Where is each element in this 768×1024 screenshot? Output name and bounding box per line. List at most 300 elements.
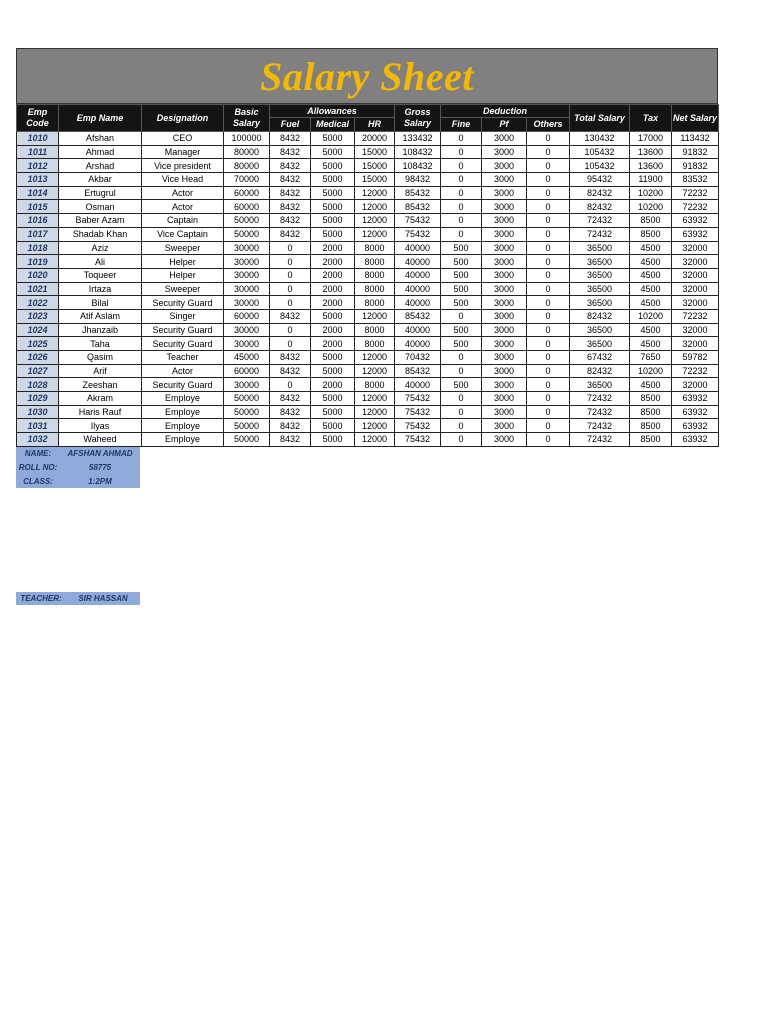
class-row [16,474,140,488]
cell-hr: 8000 [355,296,395,310]
cell-emp-name: Akbar [59,173,142,187]
table-row [17,378,719,392]
roll-value: 58775 [88,463,112,473]
class-value: 1:2PM [88,476,112,486]
cell-basic-salary: 80000 [224,145,270,159]
cell-basic-salary: 30000 [224,282,270,296]
table-row [17,337,719,351]
cell-basic-salary: 60000 [224,364,270,378]
cell-basic-salary: 50000 [224,419,270,433]
cell-designation: Manager [142,145,224,159]
student-info-block [16,447,140,488]
cell-gross-salary: 40000 [395,323,441,337]
cell-designation: Actor [142,200,224,214]
cell-fuel: 8432 [270,186,311,200]
header-basic-salary-line2: Salary [232,118,261,128]
cell-fuel: 8432 [270,309,311,323]
cell-total-salary: 72432 [570,405,630,419]
cell-medical: 2000 [311,241,355,255]
cell-emp-code: 1020 [17,268,59,282]
cell-pf: 3000 [482,419,527,433]
cell-emp-code: 1026 [17,351,59,365]
cell-pf: 3000 [482,364,527,378]
cell-net-salary: 32000 [672,282,719,296]
cell-net-salary: 63932 [672,405,719,419]
cell-fine: 0 [441,364,482,378]
cell-pf: 3000 [482,227,527,241]
cell-total-salary: 72432 [570,392,630,406]
cell-fine: 500 [441,378,482,392]
name-label: NAME: [24,449,52,459]
cell-emp-name: Baber Azam [59,214,142,228]
cell-designation: Helper [142,255,224,269]
cell-basic-salary: 50000 [224,227,270,241]
cell-total-salary: 82432 [570,186,630,200]
cell-fuel: 0 [270,337,311,351]
cell-fine: 0 [441,173,482,187]
sheet-title: Salary Sheet [260,53,474,99]
cell-hr: 12000 [355,364,395,378]
cell-others: 0 [527,337,570,351]
cell-others: 0 [527,378,570,392]
cell-others: 0 [527,296,570,310]
cell-medical: 2000 [311,337,355,351]
cell-designation: Security Guard [142,337,224,351]
cell-total-salary: 36500 [570,378,630,392]
cell-others: 0 [527,351,570,365]
class-label: CLASS: [23,476,53,486]
cell-others: 0 [527,159,570,173]
cell-emp-name: Atif Aslam [59,309,142,323]
cell-fuel: 8432 [270,132,311,146]
cell-gross-salary: 85432 [395,200,441,214]
cell-medical: 5000 [311,173,355,187]
salary-table-body [17,132,719,447]
table-row [17,392,719,406]
cell-designation: Captain [142,214,224,228]
cell-fuel: 8432 [270,214,311,228]
cell-fuel: 8432 [270,351,311,365]
cell-others: 0 [527,214,570,228]
header-hr: HR [355,118,395,132]
cell-emp-code: 1010 [17,132,59,146]
cell-tax: 8500 [630,214,672,228]
cell-medical: 2000 [311,282,355,296]
cell-basic-salary: 30000 [224,337,270,351]
cell-emp-code: 1021 [17,282,59,296]
cell-total-salary: 36500 [570,241,630,255]
cell-basic-salary: 70000 [224,173,270,187]
cell-gross-salary: 75432 [395,227,441,241]
cell-fuel: 8432 [270,405,311,419]
table-row [17,159,719,173]
header-total-salary: Total Salary [570,105,630,132]
cell-total-salary: 36500 [570,268,630,282]
cell-gross-salary: 85432 [395,309,441,323]
cell-total-salary: 105432 [570,145,630,159]
cell-hr: 15000 [355,173,395,187]
cell-medical: 2000 [311,296,355,310]
cell-others: 0 [527,405,570,419]
cell-tax: 13600 [630,159,672,173]
cell-pf: 3000 [482,145,527,159]
cell-fuel: 8432 [270,173,311,187]
cell-net-salary: 63932 [672,433,719,447]
cell-hr: 12000 [355,214,395,228]
table-row [17,145,719,159]
header-gross-salary-line1: Gross [404,107,431,117]
table-row [17,255,719,269]
cell-emp-name: Bilal [59,296,142,310]
cell-total-salary: 67432 [570,351,630,365]
cell-net-salary: 32000 [672,255,719,269]
header-gross-salary-line2: Salary [403,118,432,128]
cell-total-salary: 130432 [570,132,630,146]
cell-others: 0 [527,227,570,241]
cell-others: 0 [527,309,570,323]
cell-net-salary: 32000 [672,296,719,310]
cell-basic-salary: 30000 [224,296,270,310]
title-banner [16,48,718,104]
cell-gross-salary: 108432 [395,159,441,173]
cell-pf: 3000 [482,323,527,337]
cell-designation: Teacher [142,351,224,365]
header-basic-salary [224,105,270,132]
header-fine: Fine [441,118,482,132]
cell-emp-code: 1012 [17,159,59,173]
cell-tax: 4500 [630,255,672,269]
cell-fine: 0 [441,392,482,406]
cell-fuel: 8432 [270,364,311,378]
cell-net-salary: 72232 [672,186,719,200]
cell-tax: 10200 [630,200,672,214]
cell-pf: 3000 [482,309,527,323]
cell-fine: 500 [441,337,482,351]
cell-pf: 3000 [482,268,527,282]
cell-designation: Vice president [142,159,224,173]
cell-fuel: 8432 [270,227,311,241]
cell-tax: 10200 [630,309,672,323]
cell-fine: 0 [441,214,482,228]
cell-basic-salary: 30000 [224,378,270,392]
cell-hr: 12000 [355,309,395,323]
table-row [17,282,719,296]
cell-hr: 8000 [355,337,395,351]
cell-fine: 0 [441,309,482,323]
cell-emp-name: Arshad [59,159,142,173]
cell-total-salary: 105432 [570,159,630,173]
cell-pf: 3000 [482,173,527,187]
cell-net-salary: 32000 [672,323,719,337]
cell-designation: CEO [142,132,224,146]
cell-others: 0 [527,200,570,214]
cell-fine: 0 [441,159,482,173]
cell-fine: 0 [441,132,482,146]
cell-emp-name: Ertugrul [59,186,142,200]
cell-gross-salary: 75432 [395,419,441,433]
cell-designation: Singer [142,309,224,323]
cell-basic-salary: 30000 [224,268,270,282]
header-fuel: Fuel [270,118,311,132]
cell-emp-code: 1011 [17,145,59,159]
header-emp-name: Emp Name [59,105,142,132]
cell-designation: Actor [142,186,224,200]
cell-tax: 4500 [630,378,672,392]
cell-total-salary: 36500 [570,255,630,269]
table-row [17,296,719,310]
cell-fuel: 0 [270,296,311,310]
cell-total-salary: 72432 [570,214,630,228]
cell-emp-code: 1022 [17,296,59,310]
cell-medical: 5000 [311,392,355,406]
cell-medical: 5000 [311,145,355,159]
cell-tax: 8500 [630,405,672,419]
cell-net-salary: 32000 [672,268,719,282]
cell-others: 0 [527,255,570,269]
header-emp-code: Emp Code [17,105,59,132]
cell-fuel: 0 [270,268,311,282]
cell-net-salary: 32000 [672,378,719,392]
cell-gross-salary: 40000 [395,255,441,269]
table-row [17,173,719,187]
cell-basic-salary: 50000 [224,392,270,406]
cell-tax: 7650 [630,351,672,365]
cell-net-salary: 32000 [672,241,719,255]
cell-designation: Security Guard [142,323,224,337]
cell-tax: 4500 [630,296,672,310]
cell-fine: 0 [441,405,482,419]
header-gross-salary [395,105,441,132]
cell-fine: 500 [441,241,482,255]
cell-emp-name: Ilyas [59,419,142,433]
cell-designation: Employe [142,392,224,406]
cell-net-salary: 113432 [672,132,719,146]
cell-others: 0 [527,364,570,378]
cell-tax: 10200 [630,186,672,200]
cell-gross-salary: 98432 [395,173,441,187]
table-row [17,405,719,419]
cell-basic-salary: 60000 [224,200,270,214]
cell-emp-code: 1017 [17,227,59,241]
cell-gross-salary: 40000 [395,241,441,255]
cell-hr: 12000 [355,351,395,365]
cell-others: 0 [527,282,570,296]
table-row [17,200,719,214]
cell-medical: 5000 [311,132,355,146]
table-row [17,323,719,337]
cell-net-salary: 63932 [672,227,719,241]
header-designation: Designation [142,105,224,132]
cell-emp-code: 1014 [17,186,59,200]
cell-emp-code: 1016 [17,214,59,228]
cell-emp-name: Jhanzaib [59,323,142,337]
cell-emp-name: Afshan [59,132,142,146]
cell-pf: 3000 [482,186,527,200]
cell-gross-salary: 133432 [395,132,441,146]
cell-net-salary: 63932 [672,214,719,228]
cell-pf: 3000 [482,241,527,255]
cell-hr: 8000 [355,282,395,296]
cell-total-salary: 36500 [570,282,630,296]
cell-pf: 3000 [482,214,527,228]
cell-tax: 4500 [630,241,672,255]
cell-designation: Employe [142,419,224,433]
cell-designation: Vice Head [142,173,224,187]
cell-emp-name: Zeeshan [59,378,142,392]
cell-hr: 15000 [355,159,395,173]
cell-emp-code: 1013 [17,173,59,187]
cell-tax: 8500 [630,227,672,241]
table-row [17,186,719,200]
cell-emp-name: Ali [59,255,142,269]
cell-fuel: 8432 [270,200,311,214]
table-row [17,433,719,447]
roll-label: ROLL NO: [18,463,58,473]
cell-basic-salary: 45000 [224,351,270,365]
cell-emp-name: Toqueer [59,268,142,282]
cell-total-salary: 72432 [570,419,630,433]
cell-emp-name: Taha [59,337,142,351]
cell-net-salary: 91832 [672,159,719,173]
cell-hr: 12000 [355,200,395,214]
cell-emp-name: Arif [59,364,142,378]
cell-pf: 3000 [482,405,527,419]
header-net-salary: Net Salary [672,105,719,132]
cell-gross-salary: 40000 [395,296,441,310]
cell-pf: 3000 [482,378,527,392]
cell-fine: 0 [441,351,482,365]
cell-pf: 3000 [482,132,527,146]
table-row [17,241,719,255]
cell-designation: Security Guard [142,296,224,310]
cell-net-salary: 91832 [672,145,719,159]
table-row [17,309,719,323]
cell-fuel: 0 [270,241,311,255]
cell-tax: 8500 [630,392,672,406]
header-allowances: Allowances [270,105,395,118]
cell-others: 0 [527,145,570,159]
cell-gross-salary: 85432 [395,364,441,378]
cell-hr: 15000 [355,145,395,159]
cell-basic-salary: 50000 [224,405,270,419]
cell-medical: 5000 [311,364,355,378]
cell-medical: 5000 [311,309,355,323]
cell-fuel: 8432 [270,145,311,159]
cell-designation: Employe [142,433,224,447]
cell-others: 0 [527,132,570,146]
cell-basic-salary: 30000 [224,323,270,337]
cell-gross-salary: 75432 [395,214,441,228]
cell-medical: 5000 [311,200,355,214]
table-row [17,268,719,282]
cell-emp-name: Qasim [59,351,142,365]
cell-medical: 2000 [311,255,355,269]
cell-tax: 11900 [630,173,672,187]
cell-designation: Sweeper [142,282,224,296]
cell-fuel: 0 [270,255,311,269]
cell-pf: 3000 [482,159,527,173]
cell-others: 0 [527,433,570,447]
cell-pf: 3000 [482,255,527,269]
table-row [17,351,719,365]
cell-gross-salary: 40000 [395,378,441,392]
cell-fine: 0 [441,419,482,433]
cell-designation: Helper [142,268,224,282]
cell-emp-code: 1019 [17,255,59,269]
cell-emp-name: Ahmad [59,145,142,159]
cell-hr: 8000 [355,323,395,337]
cell-emp-name: Aziz [59,241,142,255]
cell-emp-name: Akram [59,392,142,406]
cell-gross-salary: 75432 [395,392,441,406]
cell-net-salary: 63932 [672,419,719,433]
cell-tax: 17000 [630,132,672,146]
cell-gross-salary: 70432 [395,351,441,365]
cell-net-salary: 59782 [672,351,719,365]
table-row [17,364,719,378]
cell-hr: 12000 [355,405,395,419]
cell-fine: 0 [441,227,482,241]
cell-total-salary: 82432 [570,309,630,323]
cell-medical: 5000 [311,433,355,447]
cell-medical: 5000 [311,186,355,200]
cell-others: 0 [527,173,570,187]
cell-medical: 5000 [311,159,355,173]
cell-basic-salary: 60000 [224,309,270,323]
cell-basic-salary: 60000 [224,186,270,200]
cell-basic-salary: 50000 [224,214,270,228]
teacher-row [16,592,140,605]
cell-tax: 4500 [630,282,672,296]
cell-fine: 500 [441,323,482,337]
cell-fine: 0 [441,186,482,200]
cell-total-salary: 82432 [570,200,630,214]
cell-fine: 500 [441,268,482,282]
cell-basic-salary: 80000 [224,159,270,173]
cell-designation: Sweeper [142,241,224,255]
cell-hr: 20000 [355,132,395,146]
cell-fine: 0 [441,433,482,447]
cell-net-salary: 32000 [672,337,719,351]
cell-gross-salary: 40000 [395,268,441,282]
cell-pf: 3000 [482,296,527,310]
cell-emp-name: Haris Rauf [59,405,142,419]
cell-basic-salary: 30000 [224,255,270,269]
cell-others: 0 [527,419,570,433]
header-pf: Pf [482,118,527,132]
cell-emp-code: 1024 [17,323,59,337]
cell-total-salary: 95432 [570,173,630,187]
cell-designation: Actor [142,364,224,378]
roll-row [16,461,140,475]
cell-hr: 12000 [355,392,395,406]
header-deduction: Deduction [441,105,570,118]
cell-medical: 5000 [311,214,355,228]
header-tax: Tax [630,105,672,132]
cell-emp-name: Osman [59,200,142,214]
cell-fuel: 0 [270,282,311,296]
cell-net-salary: 83532 [672,173,719,187]
cell-total-salary: 36500 [570,337,630,351]
cell-emp-code: 1031 [17,419,59,433]
cell-emp-code: 1032 [17,433,59,447]
cell-fine: 500 [441,296,482,310]
teacher-value: SIR HASSAN [78,594,128,603]
cell-emp-code: 1027 [17,364,59,378]
cell-fuel: 0 [270,378,311,392]
table-row [17,132,719,146]
cell-designation: Employe [142,405,224,419]
